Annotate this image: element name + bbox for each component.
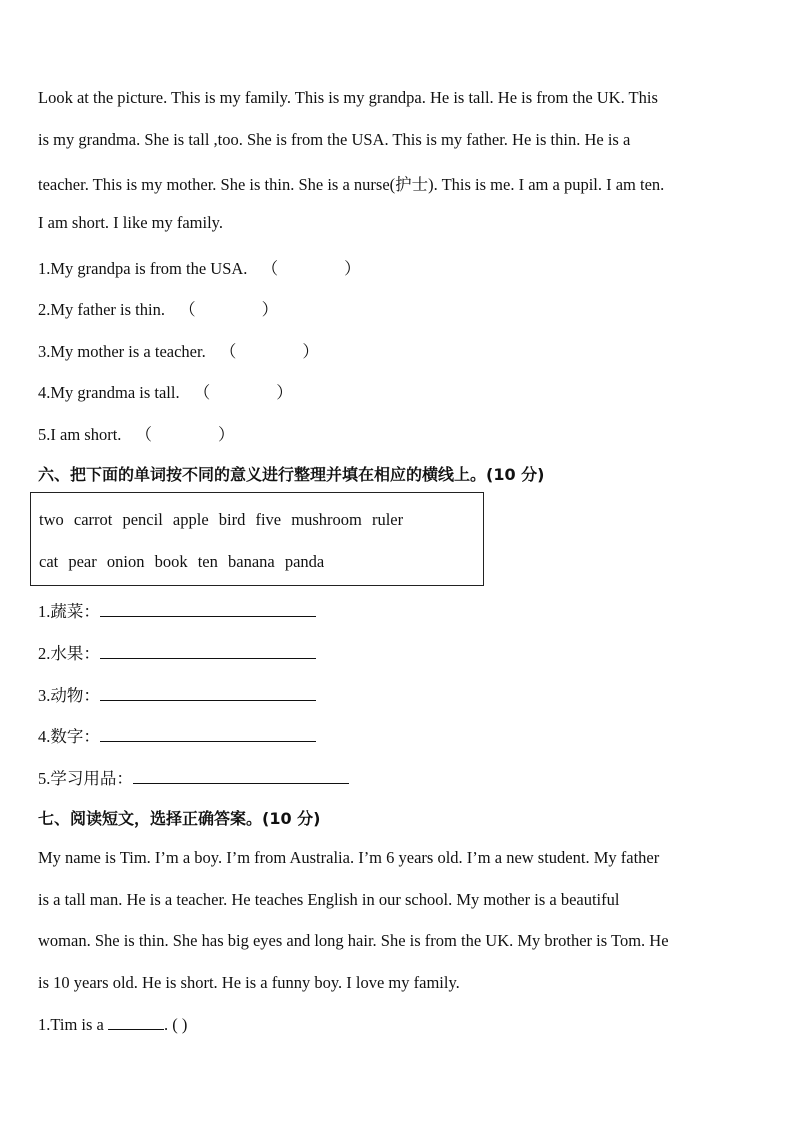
tf-question-1	[38, 255, 361, 279]
passage-line: woman. She is thin. She has big eyes and long hair. She is from the UK. My brother is Tom. He	[38, 931, 669, 950]
passage-line: I am short. I like my family.	[38, 213, 223, 232]
passage-line: is a tall man. He is a teacher. He teaches English in our school. My mother is a beautiful	[38, 890, 620, 909]
question-text: 1.My grandpa is from the USA.	[38, 259, 248, 278]
passage-line: My name is Tim. I’m a boy. I’m from Australia. I’m 6 years old. I’m a new student. My father	[38, 848, 660, 867]
answer-paren[interactable]: （ ）	[135, 425, 235, 444]
passage-line: is my grandma. She is tall ,too. She is from the USA. This is my father. He is thin. He is a	[38, 130, 631, 149]
category-label: 4.数字：	[38, 727, 100, 746]
category-label: 5.学习用品：	[38, 769, 133, 788]
mc-question-1	[38, 1015, 187, 1035]
category-animals	[38, 682, 316, 706]
passage-line: teacher. This is my mother. She is thin. She is a nurse(护士). This is me. I am a pupil. I am ten.	[38, 175, 665, 194]
tf-question-2	[38, 296, 278, 320]
section-6-heading: 六、把下面的单词按不同的意义进行整理并填在相应的横线上。(10 分)	[38, 465, 545, 484]
question-text: 3.My mother is a teacher.	[38, 342, 206, 361]
blank-line[interactable]	[108, 1015, 164, 1030]
answer-paren[interactable]: （ ）	[193, 383, 293, 402]
answer-paren[interactable]: （ ）	[219, 342, 319, 361]
word-box	[30, 492, 484, 586]
word-row: two carrot pencil apple bird five mushroom ruler	[39, 510, 404, 529]
answer-line[interactable]	[100, 602, 316, 617]
section-7-heading: 七、阅读短文，选择正确答案。(10 分)	[38, 809, 321, 828]
answer-line[interactable]	[100, 727, 316, 742]
answer-line[interactable]	[100, 686, 316, 701]
question-text: 2.My father is thin.	[38, 300, 165, 319]
question-text: 1.Tim is a	[38, 1015, 104, 1034]
category-fruits	[38, 640, 316, 664]
answer-paren[interactable]: . ( )	[164, 1015, 188, 1034]
word-row: cat pear onion book ten banana panda	[39, 552, 325, 571]
answer-paren[interactable]: （ ）	[261, 259, 361, 278]
passage-line: is 10 years old. He is short. He is a funny boy. I love my family.	[38, 973, 460, 992]
category-label: 1.蔬菜：	[38, 602, 100, 621]
question-text: 4.My grandma is tall.	[38, 383, 180, 402]
category-label: 2.水果：	[38, 644, 100, 663]
answer-line[interactable]	[100, 644, 316, 659]
category-numbers	[38, 723, 316, 747]
tf-question-3	[38, 338, 319, 362]
answer-line[interactable]	[133, 769, 349, 784]
question-text: 5.I am short.	[38, 425, 122, 444]
category-label: 3.动物：	[38, 686, 100, 705]
tf-question-4	[38, 379, 293, 403]
answer-paren[interactable]: （ ）	[179, 300, 279, 319]
category-school-supplies	[38, 765, 349, 789]
category-vegetables	[38, 598, 316, 622]
passage-line: Look at the picture. This is my family. This is my grandpa. He is tall. He is from the UK. This	[38, 88, 658, 107]
tf-question-5	[38, 421, 235, 445]
